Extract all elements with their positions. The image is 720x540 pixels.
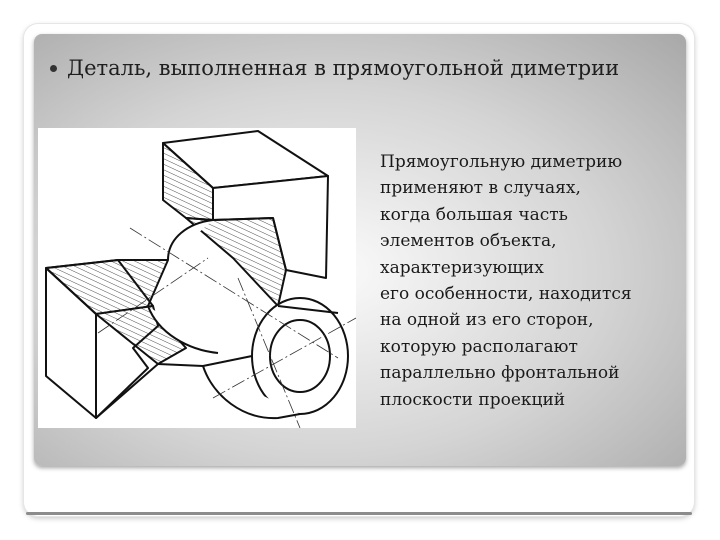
bullet-dot-icon bbox=[50, 65, 57, 72]
description-line: когда большая часть bbox=[380, 204, 568, 225]
dimetric-part-svg bbox=[38, 128, 356, 428]
description-line: параллельно фронтальной bbox=[380, 363, 620, 384]
dimetric-part-drawing bbox=[38, 128, 356, 428]
description-line: его особенности, находится bbox=[380, 284, 632, 305]
description-line: применяют в случаях, bbox=[380, 178, 581, 199]
description-line: элементов объекта, bbox=[380, 231, 557, 252]
description-line: на одной из его сторон, bbox=[380, 310, 594, 331]
description-line: Прямоугольную диметрию bbox=[380, 152, 623, 172]
description-line: плоскости проекций bbox=[380, 389, 566, 410]
description-line: характеризующих bbox=[380, 257, 544, 278]
description-line: которую располагают bbox=[380, 336, 578, 357]
slide-bottom-border bbox=[26, 512, 692, 515]
title-row bbox=[50, 48, 680, 88]
slide-title: Деталь, выполненная в прямоугольной диметрии bbox=[67, 56, 620, 80]
description-text bbox=[380, 149, 680, 413]
